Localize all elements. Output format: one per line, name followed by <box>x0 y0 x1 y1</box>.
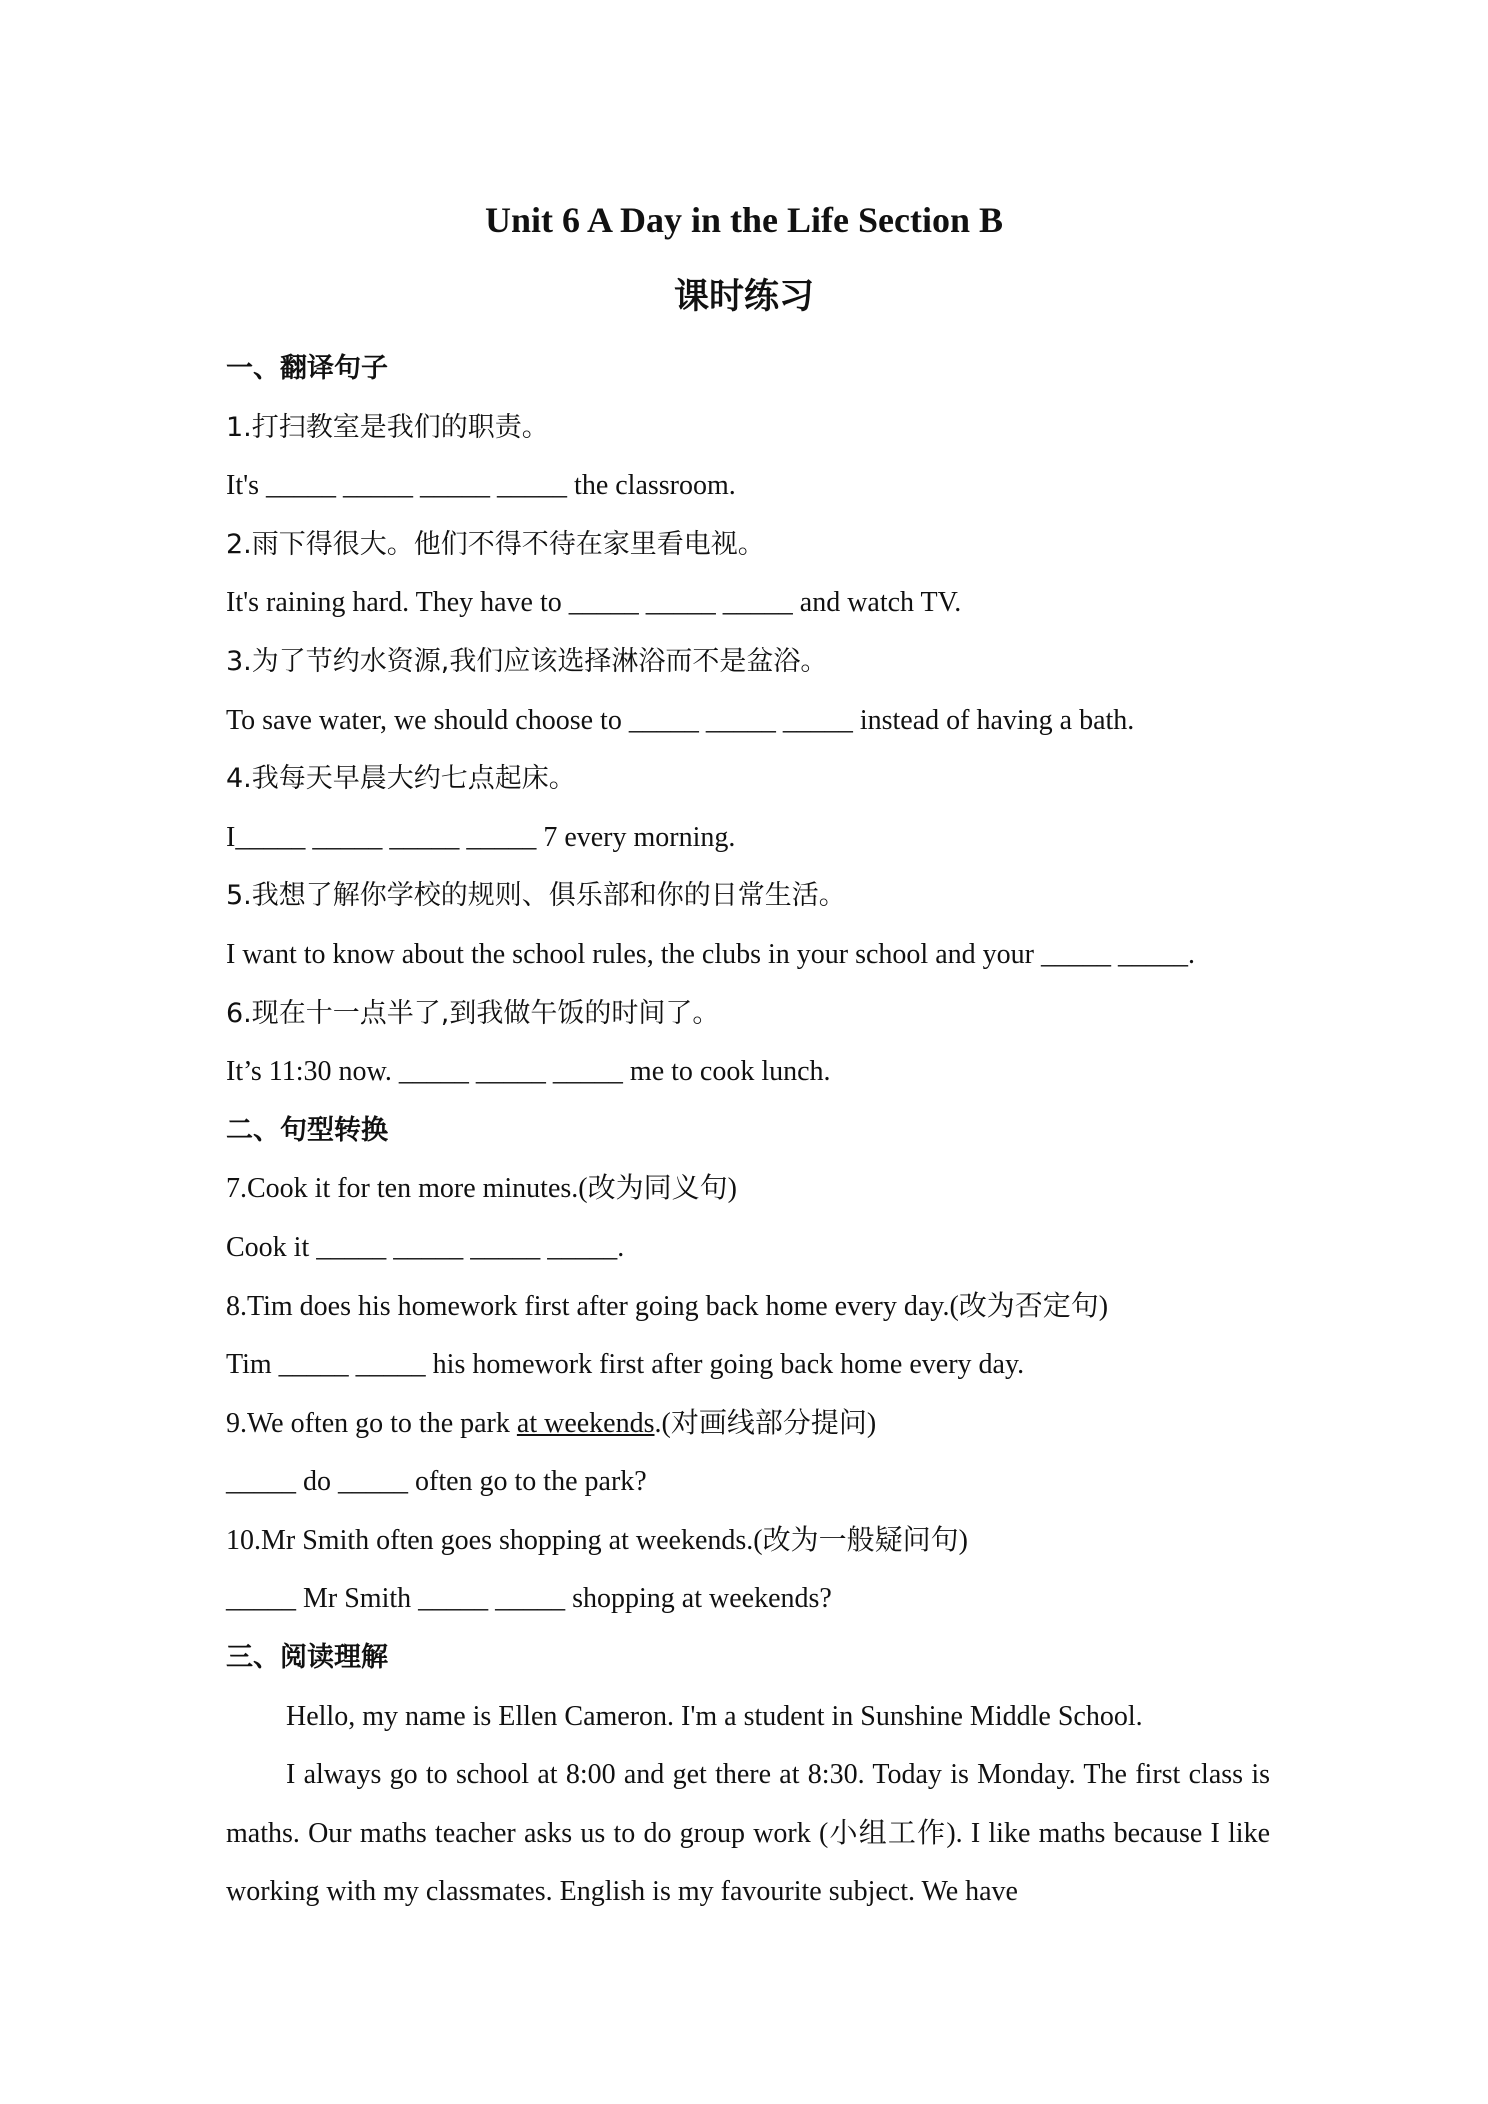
page-title: Unit 6 A Day in the Life Section B <box>484 200 1004 240</box>
question-8-answer: Tim _____ _____ his homework first after going back home every day. <box>226 1349 1025 1381</box>
question-5-answer: I want to know about the school rules, the clubs in your school and your _____ _____. <box>226 938 1195 970</box>
question-10-answer: _____ Mr Smith _____ _____ shopping at weekends? <box>226 1583 832 1615</box>
question-9-prompt-start: 9.We often go to the park <box>226 1407 517 1439</box>
section-heading-reading: 三、阅读理解 <box>226 1642 388 1674</box>
question-7-answer: Cook it _____ _____ _____ _____. <box>226 1231 625 1263</box>
reading-paragraph-1: Hello, my name is Ellen Cameron. I'm a student in Sunshine Middle School. <box>286 1700 1143 1732</box>
section-heading-translation: 一、翻译句子 <box>226 353 388 384</box>
question-9-answer: _____ do _____ often go to the park? <box>226 1466 647 1498</box>
question-3-answer: To save water, we should choose to _____ _____ _____ instead of having a bath. <box>226 704 1135 736</box>
reading-paragraph-2: I always go to school at 8:00 and get there at 8:30. Today is Monday. The first class is maths. Our maths teacher asks us to do group work (小组工作). I like maths because I like working with my classmates. English is my favourite subject. We have <box>226 1759 1270 1908</box>
question-1-prompt: 1.打扫教室是我们的职责。 <box>226 411 549 443</box>
question-3-prompt: 3.为了节约水资源,我们应该选择淋浴而不是盆浴。 <box>226 645 828 677</box>
question-2-answer: It's raining hard. They have to _____ _____ _____ and watch TV. <box>226 587 962 619</box>
question-6-answer: It’s 11:30 now. _____ _____ _____ me to cook lunch. <box>226 1056 831 1088</box>
question-2-prompt: 2.雨下得很大。他们不得不待在家里看电视。 <box>226 528 765 560</box>
question-4-prompt: 4.我每天早晨大约七点起床。 <box>226 763 576 795</box>
question-4-answer: I_____ _____ _____ _____ 7 every morning. <box>226 821 736 853</box>
question-6-prompt: 6.现在十一点半了,到我做午饭的时间了。 <box>226 997 720 1029</box>
question-5-prompt: 5.我想了解你学校的规则、俱乐部和你的日常生活。 <box>226 880 846 912</box>
question-8-prompt: 8.Tim does his homework first after going back home every day.(改为否定句) <box>226 1290 1109 1322</box>
section-heading-transformation: 二、句型转换 <box>226 1114 388 1146</box>
question-1-answer: It's _____ _____ _____ _____ the classroom. <box>226 470 736 502</box>
question-9-prompt-end: .(对画线部分提问) <box>654 1407 877 1439</box>
question-9-underlined-phrase: at weekends <box>516 1407 655 1439</box>
question-9-prompt <box>226 1395 1270 1454</box>
question-10-prompt: 10.Mr Smith often goes shopping at weekends.(改为一般疑问句) <box>226 1524 968 1556</box>
question-7-prompt: 7.Cook it for ten more minutes.(改为同义句) <box>226 1173 737 1205</box>
page-subtitle: 课时练习 <box>673 277 814 317</box>
worksheet-content <box>226 340 1270 1922</box>
